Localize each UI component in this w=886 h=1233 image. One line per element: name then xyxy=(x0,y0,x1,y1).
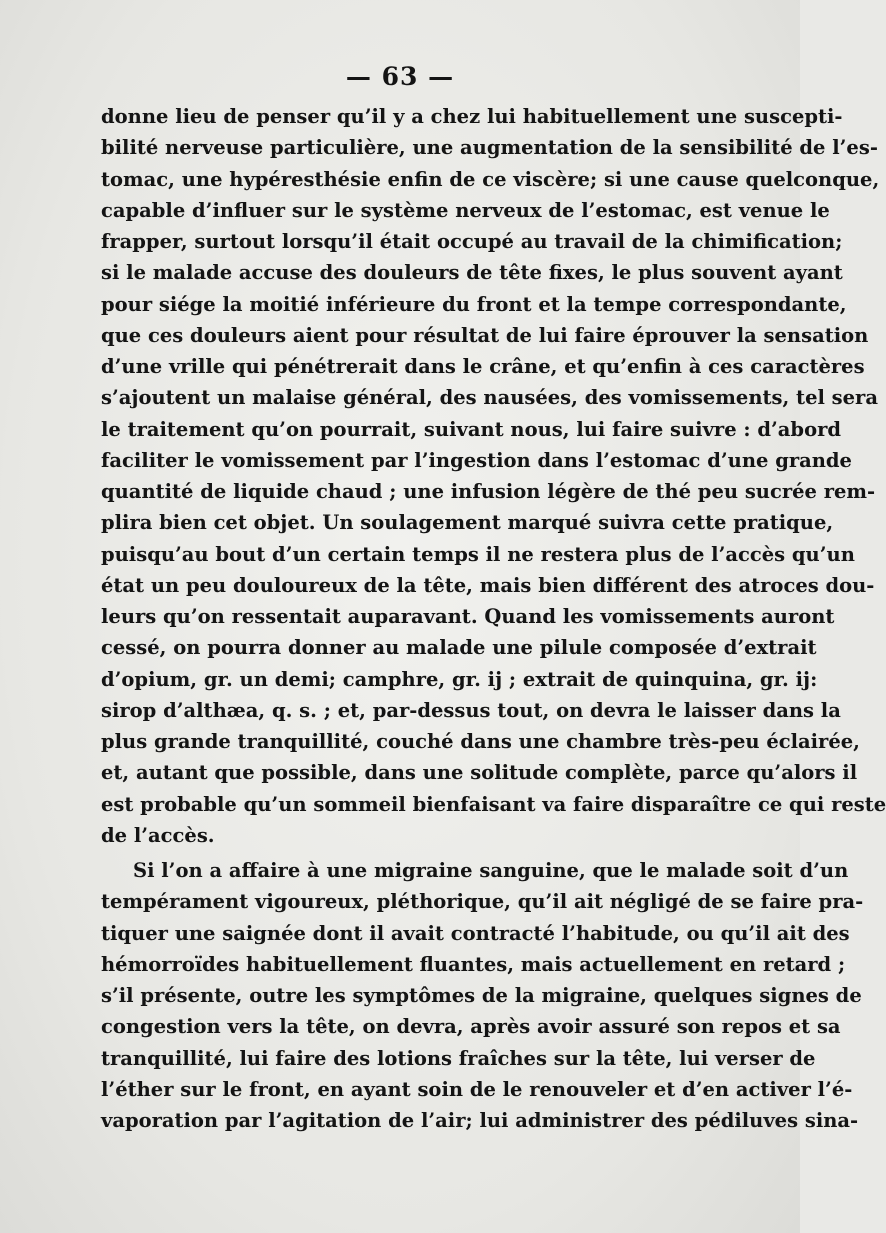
text-line: s’ajoutent un malaise général, des nausées, des vomissements, tel sera xyxy=(101,386,878,410)
page-number: — 63 — xyxy=(345,62,455,91)
text-line: quantité de liquide chaud ; une infusion légère de thé peu sucrée rem- xyxy=(101,480,876,503)
text-line: cessé, on pourra donner au malade une pilule composée d’extrait xyxy=(101,636,817,660)
body-text xyxy=(101,101,886,1136)
paragraph xyxy=(101,855,864,1136)
text-line: le traitement qu’on pourrait, suivant nous, lui faire suivre : d’abord xyxy=(101,417,841,441)
text-line: leurs qu’on ressentait auparavant. Quand les vomissements auront xyxy=(101,605,835,628)
text-line: si le malade accuse des douleurs de tête fixes, le plus souvent ayant xyxy=(101,261,843,285)
text-line: plus grande tranquillité, couché dans une chambre très-peu éclairée, xyxy=(101,730,860,753)
text-line: bilité nerveuse particulière, une augmentation de la sensibilité de l’es- xyxy=(101,136,878,160)
text-line: état un peu douloureux de la tête, mais bien différent des atroces dou- xyxy=(101,573,875,597)
text-line: pour siége la moitié inférieure du front et la tempe correspondante, xyxy=(101,292,847,316)
text-line: plira bien cet objet. Un soulagement marqué suivra cette pratique, xyxy=(101,511,834,535)
text-line: d’opium, gr. un demi; camphre, gr. ij ; extrait de quinquina, gr. ij: xyxy=(101,667,818,691)
text-line: vaporation par l’agitation de l’air; lui administrer des pédiluves sina- xyxy=(101,1109,859,1132)
text-line: s’il présente, outre les symptômes de la migraine, quelques signes de xyxy=(101,984,862,1007)
text-line: frapper, surtout lorsqu’il était occupé au travail de la chimification; xyxy=(101,230,843,253)
text-line: Si l’on a affaire à une migraine sanguine, que le malade soit d’un xyxy=(133,859,849,882)
text-line: tiquer une saignée dont il avait contracté l’habitude, ou qu’il ait des xyxy=(101,921,850,945)
text-line: tranquillité, lui faire des lotions fraîches sur la tête, lui verser de xyxy=(101,1046,816,1070)
text-line: tempérament vigoureux, pléthorique, qu’il ait négligé de se faire pra- xyxy=(101,890,864,914)
text-line: puisqu’au bout d’un certain temps il ne restera plus de l’accès qu’un xyxy=(101,542,855,566)
text-line: faciliter le vomissement par l’ingestion dans l’estomac d’une grande xyxy=(101,448,852,472)
text-line: capable d’influer sur le système nerveux de l’estomac, est venue le xyxy=(101,198,830,222)
paragraph xyxy=(101,101,886,851)
text-line: d’une vrille qui pénétrerait dans le crâne, et qu’enfin à ces caractères xyxy=(101,355,865,378)
text-line: tomac, une hypéresthésie enfin de ce viscère; si une cause quelconque, xyxy=(101,167,880,191)
text-line: donne lieu de penser qu’il y a chez lui habituellement une suscepti- xyxy=(101,105,843,128)
text-line: est probable qu’un sommeil bienfaisant va faire disparaître ce qui reste xyxy=(101,792,886,816)
text-line: sirop d’althæa, q. s. ; et, par-dessus tout, on devra le laisser dans la xyxy=(101,698,841,722)
text-line: hémorroïdes habituellement fluantes, mais actuellement en retard ; xyxy=(101,952,846,976)
text-line: congestion vers la tête, on devra, après avoir assuré son repos et sa xyxy=(101,1015,841,1039)
text-line: et, autant que possible, dans une solitude complète, parce qu’alors il xyxy=(101,761,858,785)
text-line: l’éther sur le front, en ayant soin de le renouveler et d’en activer l’é- xyxy=(101,1077,853,1101)
text-line: que ces douleurs aient pour résultat de lui faire éprouver la sensation xyxy=(101,323,869,347)
text-line: de l’accès. xyxy=(101,823,215,847)
